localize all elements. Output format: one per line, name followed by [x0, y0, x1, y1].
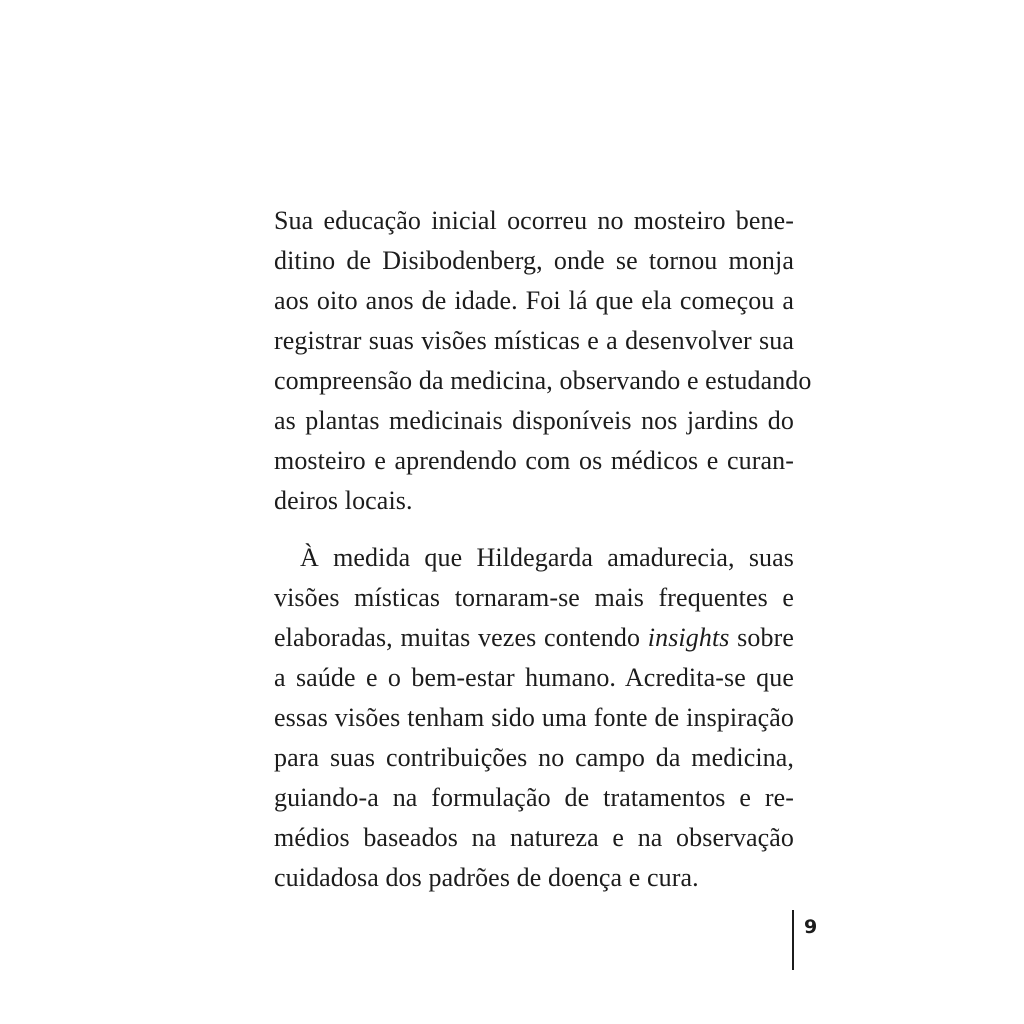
text-line: a saúde e o bem-estar humano. Acredita-se que [274, 663, 794, 692]
text-line: compreensão da medicina, observando e estudando [274, 366, 812, 395]
text-segment: sobre [729, 623, 795, 652]
text-line: guiando-a na formulação de tratamentos e re- [274, 783, 794, 812]
text-line: mosteiro e aprendendo com os médicos e curan- [274, 446, 794, 475]
text-line: ditino de Disibodenberg, onde se tornou monja [274, 246, 794, 275]
text-line: para suas contribuições no campo da medicina, [274, 743, 794, 772]
text-line: essas visões tenham sido uma fonte de inspiração [274, 703, 794, 732]
italic-term: insights [647, 623, 730, 652]
body-text [274, 201, 812, 898]
paragraph-spacer [274, 521, 794, 538]
text-segment: elaboradas, muitas vezes contendo [274, 623, 648, 652]
text-line-with-emphasis [274, 618, 794, 658]
text-line: médios baseados na natureza e na observação [274, 823, 794, 852]
paragraph-1 [274, 201, 812, 521]
paragraph-2 [274, 538, 794, 898]
text-line: À medida que Hildegarda amadurecia, suas [300, 543, 794, 572]
text-line: visões místicas tornaram-se mais frequentes e [274, 583, 794, 612]
page-number: 9 [804, 916, 818, 938]
text-line: deiros locais. [274, 486, 413, 515]
text-line: as plantas medicinais disponíveis nos jardins do [274, 406, 794, 435]
page-number-divider [792, 910, 794, 970]
text-line: cuidadosa dos padrões de doença e cura. [274, 863, 699, 892]
text-line: aos oito anos de idade. Foi lá que ela começou a [274, 286, 794, 315]
text-line: Sua educação inicial ocorreu no mosteiro bene- [274, 206, 794, 235]
text-line: registrar suas visões místicas e a desenvolver sua [274, 326, 794, 355]
